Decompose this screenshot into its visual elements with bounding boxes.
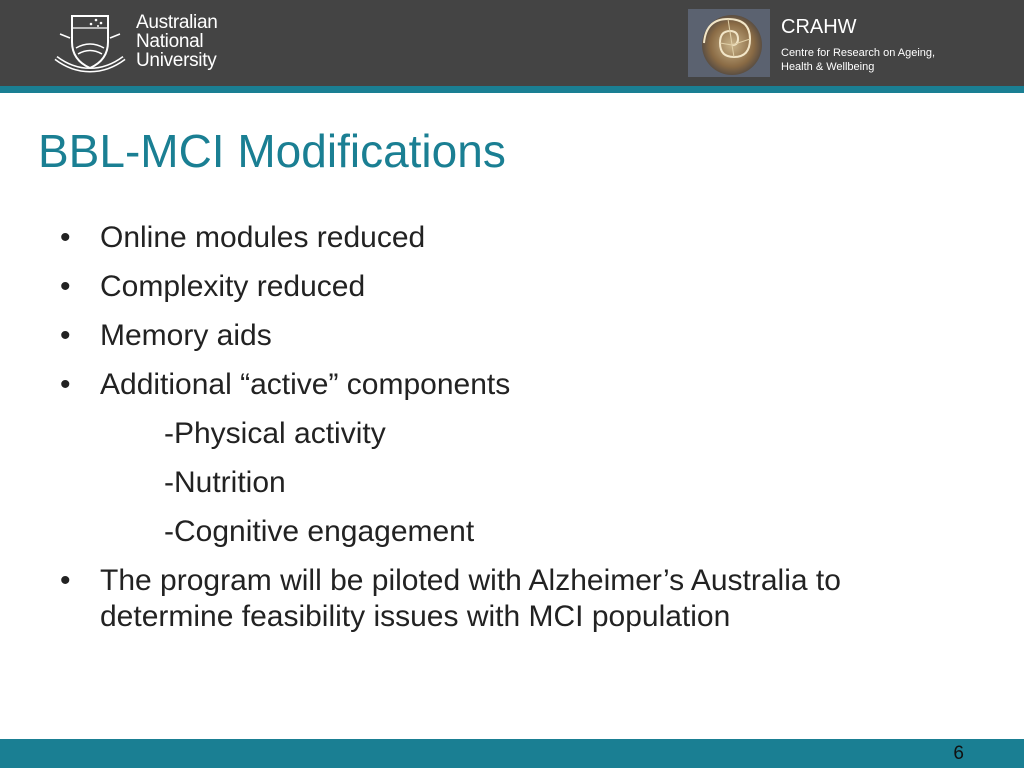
centre-full-name <box>781 46 935 74</box>
bullet-list <box>60 220 980 648</box>
university-name-line: University <box>136 50 217 71</box>
bullet-icon: • <box>60 368 71 401</box>
bullet-text: Additional “active” components <box>100 368 511 401</box>
sub-item: -Nutrition <box>164 466 286 499</box>
university-name <box>136 13 218 70</box>
centre-acronym: CRAHW <box>781 16 857 38</box>
sub-item: -Cognitive engagement <box>164 515 475 548</box>
bullet-text: Memory aids <box>100 319 272 352</box>
bullet-icon: • <box>60 221 71 254</box>
bullet-text: The program will be piloted with Alzheimer’s Australia to determine feasibility issues with MCI population <box>100 564 841 633</box>
bullet-item <box>60 220 980 256</box>
bullet-text: Complexity reduced <box>100 270 366 303</box>
bullet-item <box>60 563 980 635</box>
bullet-icon: • <box>60 319 71 352</box>
bullet-icon: • <box>60 270 71 303</box>
sub-item: -Physical activity <box>164 417 386 450</box>
bullet-icon: • <box>60 564 71 597</box>
bullet-text: Online modules reduced <box>100 221 426 254</box>
university-name-line: National <box>136 31 204 52</box>
page-number: 6 <box>953 743 964 764</box>
slide-title: BBL-MCI Modifications <box>38 125 506 177</box>
nautilus-shell-icon <box>688 9 770 77</box>
header-accent-rule <box>0 86 1024 93</box>
centre-name-line: Health & Wellbeing <box>781 61 875 73</box>
bullet-item <box>60 269 980 305</box>
anu-crest-icon <box>52 12 128 74</box>
university-name-line: Australian <box>136 12 218 33</box>
centre-name-line: Centre for Research on Ageing, <box>781 47 936 59</box>
footer-bar <box>0 739 1024 768</box>
bullet-item <box>60 367 980 403</box>
bullet-item <box>60 318 980 354</box>
